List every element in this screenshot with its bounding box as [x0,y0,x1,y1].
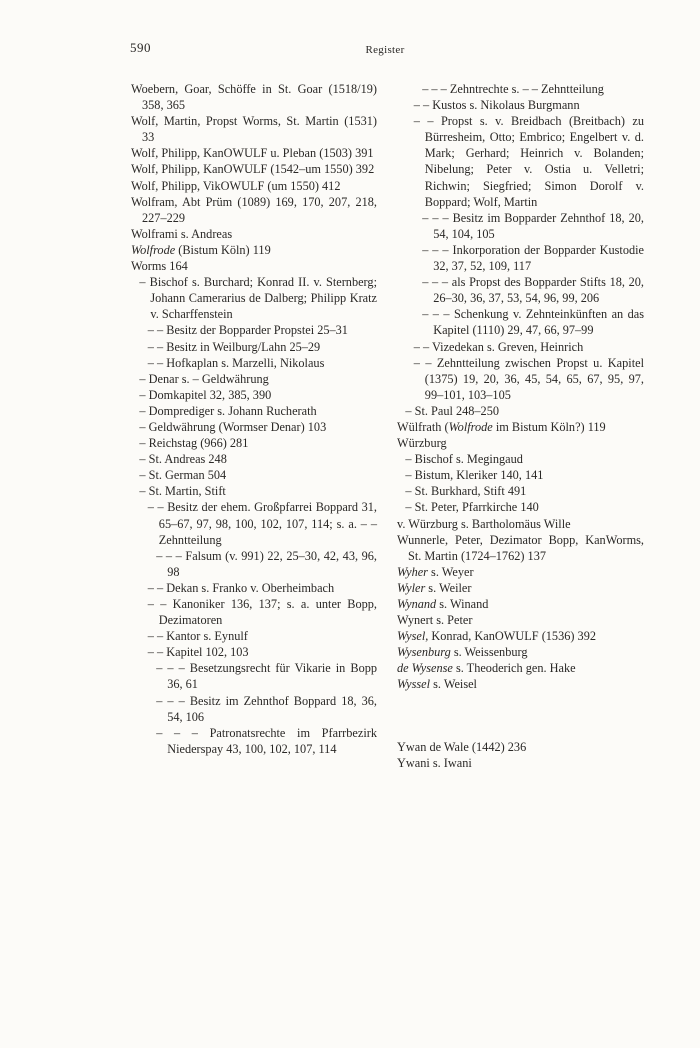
index-entry-italic: Wolfrode [131,242,176,257]
index-entry-text: s. Weyer [427,564,474,579]
index-entry-text: s. Weisel [430,677,477,692]
index-entry-text: Domkapitel 32, 385, 390 [148,387,272,402]
index-entry-text: Wülfrath ( [397,419,449,434]
index-entry-text: Wolframi s. Andreas [131,226,233,241]
index-entry-text: Konrad, KanOWULF (1536) 392 [428,629,596,644]
index-entry [131,419,377,435]
index-entry-italic: Wysel, [397,629,429,644]
index-entry-prefix: – – – [422,210,453,225]
index-entry-prefix: – [405,484,415,499]
index-entry-text: Vizedekan s. Greven, Heinrich [432,339,584,354]
index-entry-prefix: – [139,371,149,386]
index-entry-prefix: – [405,403,415,418]
index-entry [397,451,644,467]
index-entry-prefix: – [139,419,149,434]
index-entry [131,113,377,145]
index-entry-prefix: – – [413,114,441,129]
index-entry-prefix: – – [147,597,173,611]
index-entry [397,755,644,771]
index-entry [131,580,377,596]
index-entry-text: Bischof s. Burchard; Konrad II. v. Sternberg; Johann Camerarius de Dalberg; Philipp Kratz v. Scharffenstein [149,275,377,322]
index-entry [131,274,377,322]
index-entry-text: Kustos s. Nikolaus Burgmann [432,98,580,113]
index-entry [397,97,644,113]
index-entry-prefix: – – [413,98,433,113]
index-entry-text: Falsum (v. 991) 22, 25–30, 42, 43, 96, 98 [167,548,377,579]
running-head: Register [365,44,405,56]
index-entry-text: Wunnerle, Peter, Dezimator Bopp, KanWorms, St. Martin (1724–1762) 137 [397,532,644,563]
index-entry-text: Wolf, Philipp, KanOWULF u. Pleban (1503) 391 [131,146,374,161]
index-entry-italic: de Wysense [397,661,453,676]
index-entry-text: Dekan s. Franko v. Oberheimbach [166,580,335,595]
index-entry [397,467,644,483]
index-entry-text: Denar s. – Geldwährung [148,371,269,386]
index-entry-text: St. Burkhard, Stift 491 [414,484,527,499]
index-entry-prefix: – [139,403,149,418]
index-entry-prefix: – [139,468,149,483]
index-entry-prefix: – – [147,645,167,660]
index-entry [131,725,377,757]
index-entry-text: Inkorporation der Bopparder Kustodie 32, 37, 52, 109, 117 [433,242,645,274]
index-entry-italic: Wynand [397,597,437,611]
index-entry [131,339,377,355]
index-entry [397,355,644,403]
index-entry-text: St. Paul 248–250 [414,403,500,418]
index-entry-italic: Wyler [397,580,426,595]
index-entry-prefix: – – [413,355,437,370]
index-entry [131,596,377,628]
index-entry [397,580,644,596]
index-entry-italic: Wyssel [397,677,431,692]
index-entry-text: St. Peter, Pfarrkirche 140 [414,500,539,515]
index-entry-text: s. Weissenburg [450,645,528,660]
index-entry [397,532,644,564]
index-entry [397,660,644,676]
index-entry [131,81,377,113]
index-entry-text: Ywan de Wale (1442) 236 [397,739,527,754]
index-entry [397,81,644,97]
index-entry [397,419,644,435]
index-entry-italic: Wysenburg [397,645,451,660]
index-entry [131,161,377,177]
index-entry-text: Wolf, Martin, Propst Worms, St. Martin (1531) 33 [131,114,377,145]
index-entry [131,242,377,258]
index-entry [397,628,644,644]
index-entry-italic: Wolfrode [448,419,493,434]
index-entry-text: Bistum, Kleriker 140, 141 [414,468,544,483]
index-entry [397,516,644,532]
index-entry-text: Worms 164 [131,259,188,274]
index-entry [397,644,644,660]
index-entry-prefix: – [139,436,149,451]
index-entry-text: Hofkaplan s. Marzelli, Nikolaus [166,355,325,370]
index-entry [397,435,644,451]
index-entry-text: Besitz der ehem. Großpfarrei Boppard 31, 65–67, 97, 98, 100, 102, 107, 114; s. a. – – Zehntteilung [158,500,377,547]
index-entry [131,483,377,499]
index-entry [131,178,377,194]
index-entry-prefix: – – – [156,661,190,676]
index-entry [397,306,644,338]
index-entry [131,451,377,467]
index-entry [131,548,377,580]
index-entry-text: Woebern, Goar, Schöffe in St. Goar (1518/19) 358, 365 [131,82,377,113]
index-entry-text: Geldwährung (Wormser Denar) 103 [148,419,327,434]
index-entry-text: Besetzungsrecht für Vikarie in Bopp 36, 61 [167,661,378,692]
index-entry [397,274,644,306]
index-entry [131,371,377,387]
index-entry-italic: Wyher [397,564,428,579]
index-entry-prefix: – – – [422,307,454,322]
index-entry-prefix: – [405,468,415,483]
index-entry [397,210,644,242]
index-entry-text: s. Winand [436,597,489,611]
index-entry [131,693,377,725]
index-entry [397,403,644,419]
index-entry [131,467,377,483]
index-entry [131,258,377,274]
index-entry-text: St. Andreas 248 [148,452,227,467]
index-entry [131,387,377,403]
index-entry [397,113,644,210]
index-entry-prefix: – – – [422,242,453,257]
index-entry-text: Kanoniker 136, 137; s. a. unter Bopp, Dezimatoren [158,597,377,628]
index-entry-text: Besitz der Bopparder Propstei 25–31 [166,323,348,338]
index-entry-prefix: – [139,275,150,290]
index-entry-prefix: – – [147,500,168,515]
index-entry-text: Patronatsrechte im Pfarrbezirk Niederspay 43, 100, 102, 107, 114 [167,725,377,756]
index-entry-prefix: – [139,484,149,499]
index-entry-text: Kantor s. Eynulf [166,629,248,644]
index-entry [131,403,377,419]
index-entry-text: St. Martin, Stift [148,484,226,499]
index-entry-text: Ywani s. Iwani [397,755,472,770]
index-entry-text: Wynert s. Peter [397,613,473,628]
index-entry-text: Propst s. v. Breidbach (Breitbach) zu Bürresheim, Otto; Embrico; Engelbert v. d. Mark; Gerhard; Heinrich v. Bolanden; Nibelung; Peter v. Ostia u. Velletri; Richwin; Siegfried; Simon Dorolf v. Boppard; Wolf, Martin [424,114,644,209]
index-entry-text: Kapitel 102, 103 [166,645,249,660]
index-entry-prefix: – [139,387,149,402]
index-entry-prefix: – [405,500,415,515]
index-entry-text: Domprediger s. Johann Rucherath [148,403,317,418]
index-entry-prefix: – [139,452,149,467]
index-entry-prefix: – [405,452,415,467]
index-entry-prefix: – – – [156,548,186,563]
index-entry-prefix: – – [147,355,167,370]
index-entry-prefix: – – [413,339,433,354]
index-entry-text: Zehntrechte s. – – Zehntteilung [449,82,604,96]
index-column-left [131,81,377,757]
index-entry [397,596,644,612]
index-entry-text: Bischof s. Megingaud [414,452,523,467]
index-entry [131,435,377,451]
index-entry [131,499,377,547]
index-entry [131,194,377,226]
index-entry-text: Würzburg [397,436,447,451]
index-entry-prefix: – – [147,580,167,595]
index-entry [131,322,377,338]
index-entry [131,644,377,660]
index-entry-text: Wolf, Philipp, VikOWULF (um 1550) 412 [131,178,341,193]
index-entry-text: s. Weiler [425,580,472,595]
index-entry-text: Besitz im Zehnthof Boppard 18, 36, 54, 106 [167,693,377,724]
index-entry-text: als Propst des Bopparder Stifts 18, 20, 26–30, 36, 37, 53, 54, 96, 99, 206 [433,275,645,306]
index-entry [397,242,644,274]
index-entry-text: Wolf, Philipp, KanOWULF (1542–um 1550) 392 [131,162,375,177]
index-entry-text: Zehntteilung zwischen Propst u. Kapitel (1375) 19, 20, 36, 45, 54, 65, 67, 95, 97, 99–101, 103–105 [424,355,644,402]
index-entry [131,660,377,692]
page-number: 590 [130,40,151,55]
index-entry [131,628,377,644]
index-entry-text: s. Theoderich gen. Hake [452,661,576,676]
index-entry-text: St. German 504 [148,468,227,483]
index-entry-text: im Bistum Köln?) 119 [492,419,606,434]
index-entry-text: Wolfram, Abt Prüm (1089) 169, 170, 207, 218, 227–229 [131,194,377,225]
index-entry [397,676,644,692]
index-entry-prefix: – – – [156,725,210,740]
index-entry [397,612,644,628]
index-entry [397,339,644,355]
index-entry-prefix: – – – [422,82,450,96]
index-entry-text: Reichstag (966) 281 [148,436,249,451]
index-entry [131,145,377,161]
index-entry-text: Besitz in Weilburg/Lahn 25–29 [166,339,321,354]
index-entry [397,739,644,755]
index-entry [397,564,644,580]
index-entry-prefix: – – [147,339,167,354]
index-column-right [397,81,644,771]
index-entry [397,499,644,515]
index-entry-prefix: – – [147,323,167,338]
index-entry-text: Besitz im Bopparder Zehnthof 18, 20, 54, 104, 105 [433,210,644,241]
index-entry-text: Schenkung v. Zehnteinkünften an das Kapitel (1110) 29, 47, 66, 97–99 [433,307,644,338]
index-entry-prefix: – – – [422,275,452,290]
index-entry [397,483,644,499]
index-entry-prefix: – – [147,629,167,644]
index-entry-text: v. Würzburg s. Bartholomäus Wille [397,516,571,531]
index-entry [131,355,377,371]
index-entry-prefix: – – – [156,693,190,708]
index-entry-text: (Bistum Köln) 119 [175,242,271,257]
index-entry [131,226,377,242]
